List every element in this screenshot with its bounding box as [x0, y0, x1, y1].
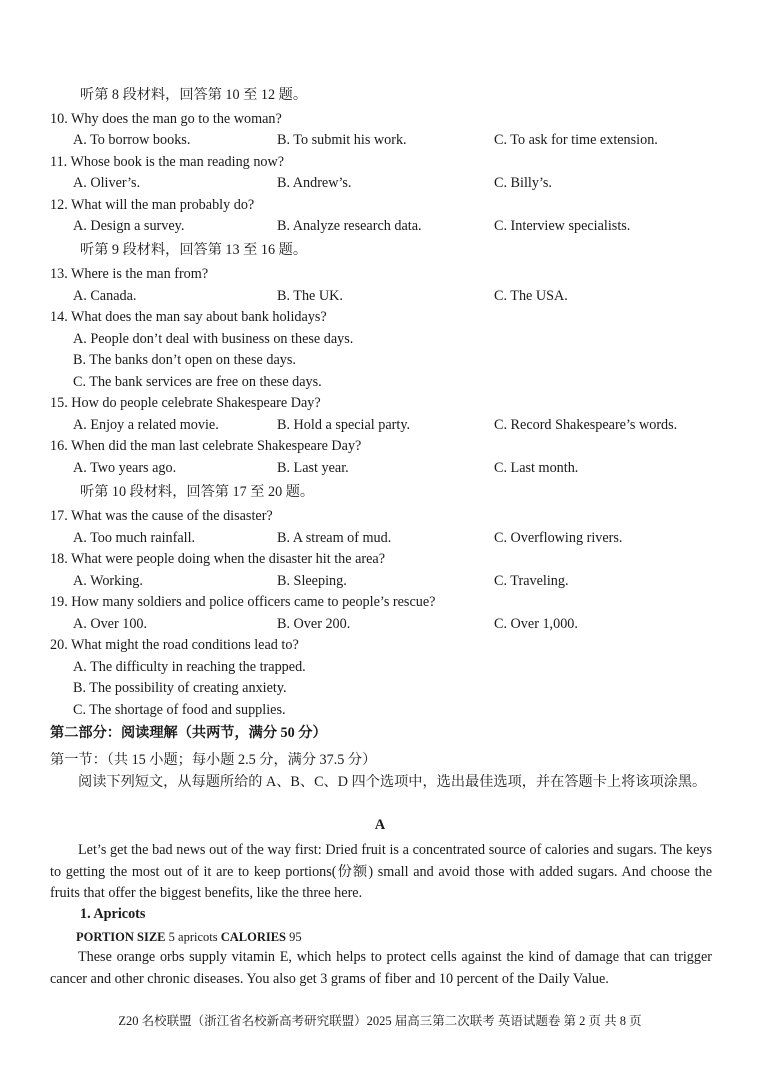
question-10-option-b: B. To submit his work. — [277, 132, 407, 148]
question-16-option-c: C. Last month. — [494, 460, 579, 476]
question-15-option-c: C. Record Shakespeare’s words. — [494, 417, 678, 433]
question-16-option-a: A. Two years ago. — [73, 460, 177, 476]
question-19-stem: 19. How many soldiers and police officers came to people’s rescue? — [50, 594, 436, 610]
portion-size-label: PORTION SIZE — [76, 930, 166, 944]
question-14-option-b: B. The banks don’t open on these days. — [73, 352, 296, 368]
question-13-stem: 13. Where is the man from? — [50, 266, 209, 282]
question-12-option-a: A. Design a survey. — [73, 218, 185, 234]
part-two-title: 第二部分：阅读理解（共两节，满分 50 分） — [50, 725, 327, 741]
question-17-option-b: B. A stream of mud. — [277, 530, 392, 546]
question-19-option-b: B. Over 200. — [277, 616, 351, 632]
calories-value: 95 — [289, 930, 302, 944]
calories-label: CALORIES — [220, 930, 287, 944]
question-16-option-b: B. Last year. — [277, 460, 349, 476]
question-12-option-b: B. Analyze research data. — [277, 218, 422, 234]
question-18-stem: 18. What were people doing when the disaster hit the area? — [50, 551, 385, 567]
question-12-stem: 12. What will the man probably do? — [50, 197, 255, 213]
section-8-note: 听第 8 段材料，回答第 10 至 12 题。 — [80, 87, 308, 103]
question-19-option-c: C. Over 1,000. — [494, 616, 578, 632]
question-11-option-b: B. Andrew’s. — [277, 175, 352, 191]
question-10-stem: 10. Why does the man go to the woman? — [50, 111, 282, 127]
question-18-option-c: C. Traveling. — [494, 573, 569, 589]
question-16-stem: 16. When did the man last celebrate Shakespeare Day? — [50, 438, 362, 454]
question-13-option-b: B. The UK. — [277, 288, 343, 304]
question-17-option-a: A. Too much rainfall. — [73, 530, 196, 546]
page-footer: Z20 名校联盟（浙江省名校新高考研究联盟）2025 届高三第二次联考 英语试题卷 第 2 页 共 8 页 — [118, 1014, 642, 1028]
item-1-title: 1. Apricots — [80, 906, 146, 922]
question-11-option-c: C. Billy’s. — [494, 175, 552, 191]
question-11-option-a: A. Oliver’s. — [73, 175, 141, 191]
question-13-option-c: C. The USA. — [494, 288, 568, 304]
question-20-stem: 20. What might the road conditions lead to? — [50, 637, 299, 653]
section-9-note: 听第 9 段材料，回答第 13 至 16 题。 — [80, 242, 308, 258]
question-19-option-a: A. Over 100. — [73, 616, 148, 632]
question-11-stem: 11. Whose book is the man reading now? — [50, 154, 285, 170]
portion-info — [76, 928, 302, 946]
question-14-option-c: C. The bank services are free on these days. — [73, 374, 322, 390]
question-10-option-a: A. To borrow books. — [73, 132, 191, 148]
question-13-option-a: A. Canada. — [73, 288, 137, 304]
question-17-stem: 17. What was the cause of the disaster? — [50, 508, 273, 524]
question-14-option-a: A. People don’t deal with business on these days. — [73, 331, 354, 347]
question-15-option-a: A. Enjoy a related movie. — [73, 417, 219, 433]
question-18-option-a: A. Working. — [73, 573, 143, 589]
question-10-option-c: C. To ask for time extension. — [494, 132, 658, 148]
question-15-option-b: B. Hold a special party. — [277, 417, 411, 433]
passage-label: A — [374, 817, 386, 833]
item-1-text: These orange orbs supply vitamin E, which helps to protect cells against the kind of damage that can trigger cancer and other chronic diseases. You also get 3 grams of fiber and 10 percent of the Daily Value. — [50, 949, 712, 987]
section-10-note: 听第 10 段材料，回答第 17 至 20 题。 — [80, 484, 315, 500]
question-18-option-b: B. Sleeping. — [277, 573, 347, 589]
reading-instructions: 阅读下列短文，从每题所给的 A、B、C、D 四个选项中，选出最佳选项，并在答题卡上将该项涂黑。 — [78, 774, 707, 790]
question-14-stem: 14. What does the man say about bank holidays? — [50, 309, 327, 325]
question-20-option-a: A. The difficulty in reaching the trapped. — [73, 659, 306, 675]
section-one-title: 第一节：（共 15 小题；每小题 2.5 分，满分 37.5 分） — [50, 752, 377, 768]
question-20-option-c: C. The shortage of food and supplies. — [73, 702, 286, 718]
question-12-option-c: C. Interview specialists. — [494, 218, 631, 234]
passage-intro: Let’s get the bad news out of the way first: Dried fruit is a concentrated source of calories and sugars. The keys to getting the most out of it are to keep portions(份额) small and avoid those with added sugars. And choose the fruits that offer the biggest benefits, like the three here. — [50, 842, 712, 901]
portion-size-value: 5 apricots — [168, 930, 218, 944]
question-17-option-c: C. Overflowing rivers. — [494, 530, 623, 546]
question-15-stem: 15. How do people celebrate Shakespeare Day? — [50, 395, 321, 411]
question-20-option-b: B. The possibility of creating anxiety. — [73, 680, 287, 696]
